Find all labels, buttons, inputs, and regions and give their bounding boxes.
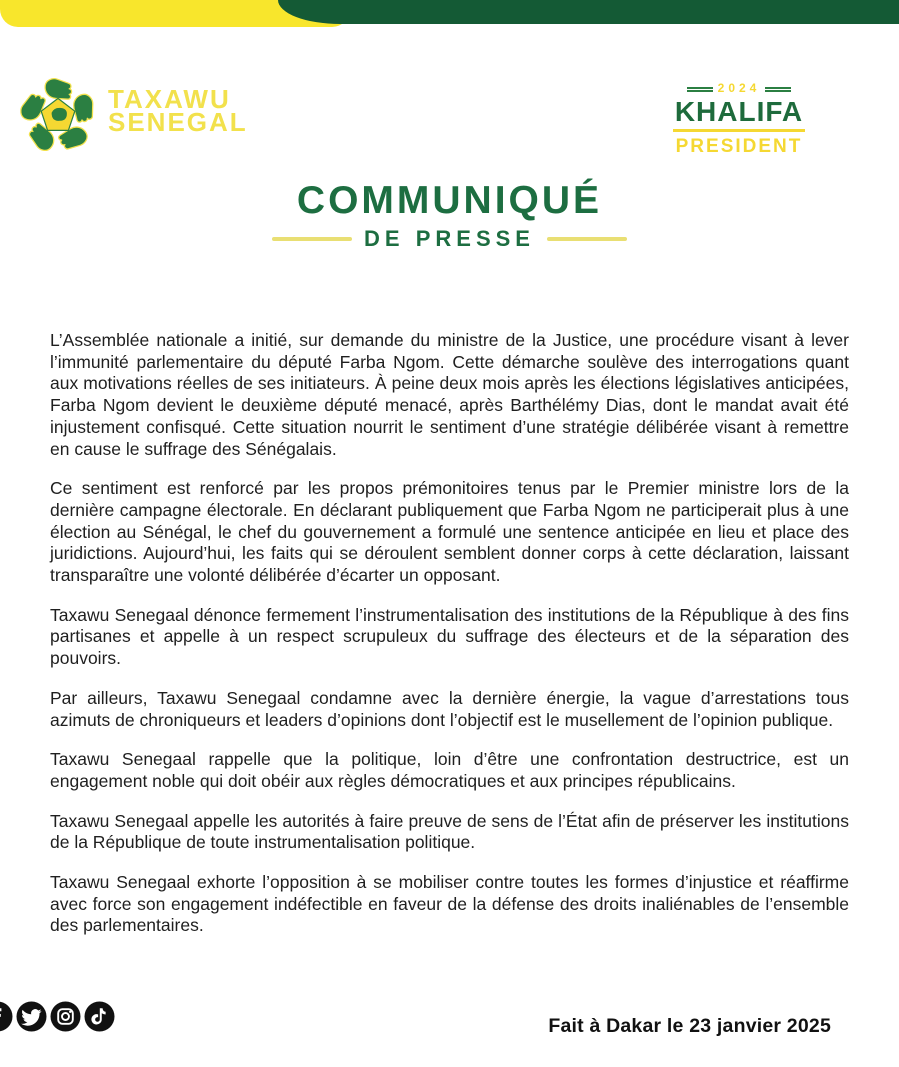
paragraph-4: Par ailleurs, Taxawu Senegaal condamne avec la dernière énergie, la vague d’arrestations tous azimuts de chroniqueurs et leaders d’opinions dont l’objectif est le musellement de l’opinion publique. <box>50 687 849 730</box>
subtitle-row <box>0 226 899 252</box>
org-name-line1: TAXAWU <box>108 84 231 114</box>
org-name <box>108 84 248 137</box>
instagram-icon[interactable] <box>50 1001 81 1032</box>
social-icons-row <box>0 1001 115 1032</box>
header <box>0 0 899 180</box>
subtitle-line-right <box>547 237 627 241</box>
taxawu-fists-logo-icon <box>18 70 98 162</box>
subtitle-line-left <box>272 237 352 241</box>
dateline: Fait à Dakar le 23 janvier 2025 <box>548 1015 831 1037</box>
tiktok-icon[interactable] <box>84 1001 115 1032</box>
campaign-underline <box>673 129 805 132</box>
facebook-icon[interactable] <box>0 1001 13 1032</box>
title-block <box>0 180 899 252</box>
campaign-role: PRESIDENT <box>675 136 803 157</box>
banner-green-shape <box>278 0 899 24</box>
paragraph-5: Taxawu Senegaal rappelle que la politique, loin d’être une confrontation destructrice, est un engagement noble qui doit obéir aux règles démocratiques et aux principes républicains. <box>50 749 849 791</box>
campaign-logo <box>669 82 809 158</box>
page-title: COMMUNIQUÉ <box>296 179 603 222</box>
year-dash-right <box>765 87 791 89</box>
paragraph-3: Taxawu Senegaal dénonce fermement l’instrumentalisation des institutions de la République à des fins partisanes et appelle à un respect scrupuleux du suffrage des électeurs et de la séparation des pouvoirs. <box>50 604 849 669</box>
paragraph-1: L’Assemblée nationale a initié, sur demande du ministre de la Justice, une procédure visant à lever l’immunité parlementaire du député Farba Ngom. Cette démarche soulève des interrogations quant aux motivations réelles de ses initiateurs. À peine deux mois après les élections législatives anticipées, Farba Ngom devient le deuxième député menacé, après Barthélémy Dias, dont le mandat avait été injustement confisqué. Cette situation nourrit le sentiment d’une stratégie délibérée visant à remettre en cause le suffrage des Sénégalais. <box>50 330 849 459</box>
org-name-line2: SENEGAL <box>108 107 248 137</box>
year-dash-left <box>687 87 713 89</box>
paragraph-7: Taxawu Senegaal exhorte l’opposition à se mobiliser contre toutes les formes d’injustice et réaffirme avec force son engagement indéfectible en faveur de la défense des droits inaliénables de l’ensemble des parlementaires. <box>50 872 849 936</box>
campaign-year-row <box>669 82 809 94</box>
paragraph-2: Ce sentiment est renforcé par les propos prémonitoires tenus par le Premier ministre lors de la dernière campagne électorale. En déclarant publiquement que Farba Ngom ne participerait plus à une élection au Sénégal, le chef du gouvernement a formulé une sentence anticipée en lieu et place des juridictions. Aujourd’hui, les faits qui se déroulent semblent donner corps à cette déclaration, laissant transparaître une volonté délibérée d’écarter un opposant. <box>50 478 849 586</box>
campaign-name: KHALIFA <box>674 96 804 127</box>
press-release-body <box>50 330 849 955</box>
campaign-year: 2024 <box>717 81 761 95</box>
twitter-icon[interactable] <box>16 1001 47 1032</box>
paragraph-6: Taxawu Senegaal appelle les autorités à faire preuve de sens de l’État afin de préserver les institutions de la République de toute instrumentalisation politique. <box>50 810 849 853</box>
page-subtitle: DE PRESSE <box>364 226 535 251</box>
